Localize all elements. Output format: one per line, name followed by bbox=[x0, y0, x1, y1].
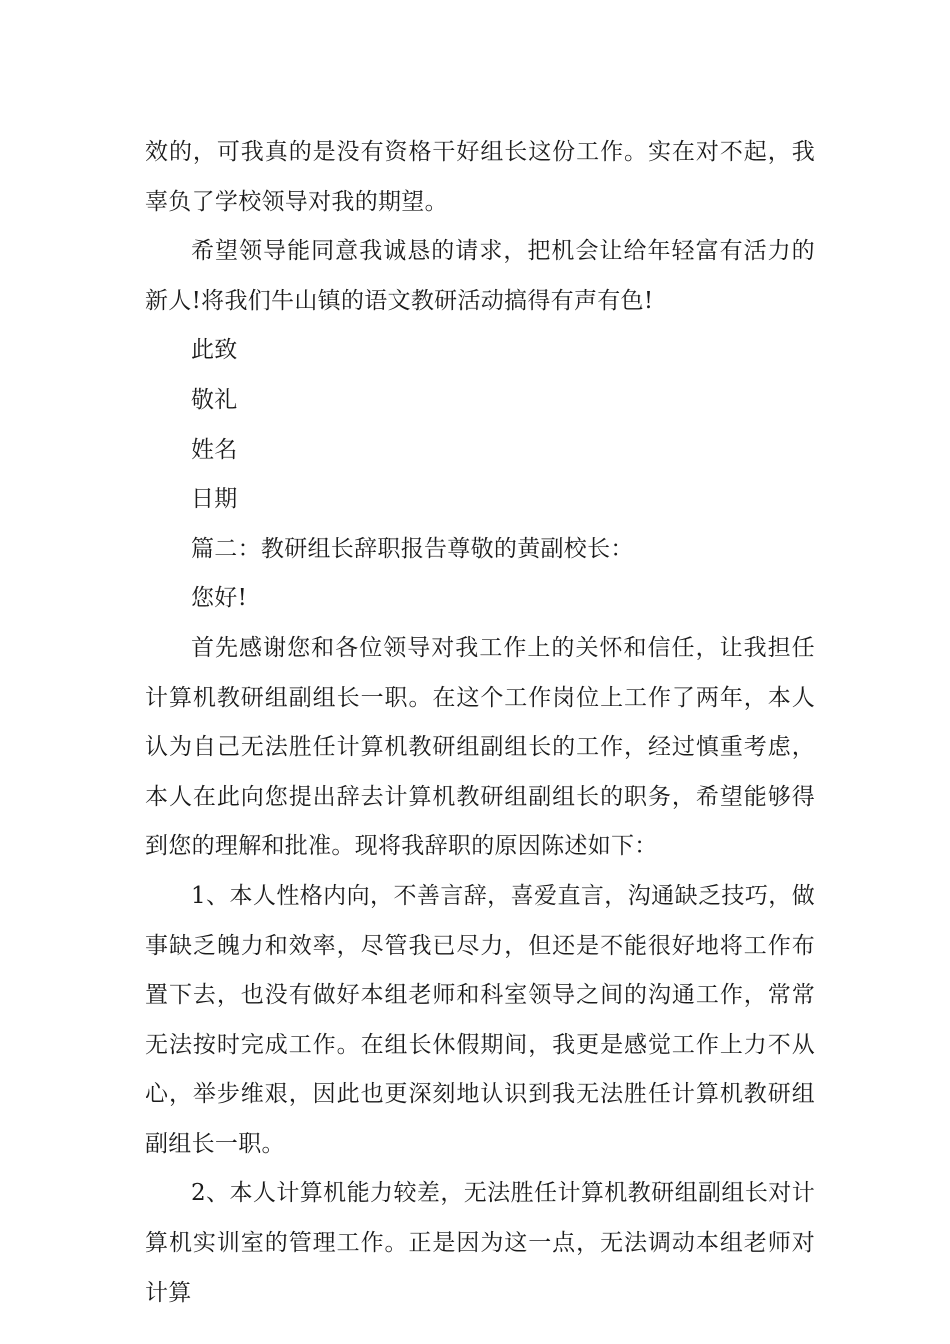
closing-regards: 敬礼 bbox=[191, 386, 238, 413]
greeting: 您好! bbox=[191, 585, 248, 612]
document-body bbox=[145, 128, 815, 1318]
paragraph-request: 希望领导能同意我诚恳的请求，把机会让给年轻富有活力的新人!将我们牛山镇的语文教研活动搞得有声有色! bbox=[145, 238, 815, 314]
paragraph-reason-1: 1、本人性格内向，不善言辞，喜爱直言，沟通缺乏技巧，做事缺乏魄力和效率，尽管我已尽力，但还是不能很好地将工作布置下去，也没有做好本组老师和科室领导之间的沟通工作，常常无法按时完成工作。在组长休假期间，我更是感觉工作上力不从心，举步维艰，因此也更深刻地认识到我无法胜任计算机教研组副组长一职。 bbox=[145, 882, 815, 1157]
signature-date: 日期 bbox=[191, 486, 238, 513]
paragraph-reason-2: 2、本人计算机能力较差，无法胜任计算机教研组副组长对计算机实训室的管理工作。正是因为这一点，无法调动本组老师对计算 bbox=[145, 1180, 815, 1306]
signature-name: 姓名 bbox=[191, 436, 238, 463]
paragraph-intro: 首先感谢您和各位领导对我工作上的关怀和信任，让我担任计算机教研组副组长一职。在这个工作岗位上工作了两年，本人认为自己无法胜任计算机教研组副组长的工作，经过慎重考虑，本人在此向您提出辞去计算机教研组副组长的职务，希望能够得到您的理解和批准。现将我辞职的原因陈述如下： bbox=[145, 634, 815, 860]
section-heading: 篇二：教研组长辞职报告尊敬的黄副校长： bbox=[191, 535, 634, 562]
closing-salutation: 此致 bbox=[191, 337, 238, 364]
paragraph-continuation: 效的，可我真的是没有资格干好组长这份工作。实在对不起，我辜负了学校领导对我的期望。 bbox=[145, 139, 815, 215]
